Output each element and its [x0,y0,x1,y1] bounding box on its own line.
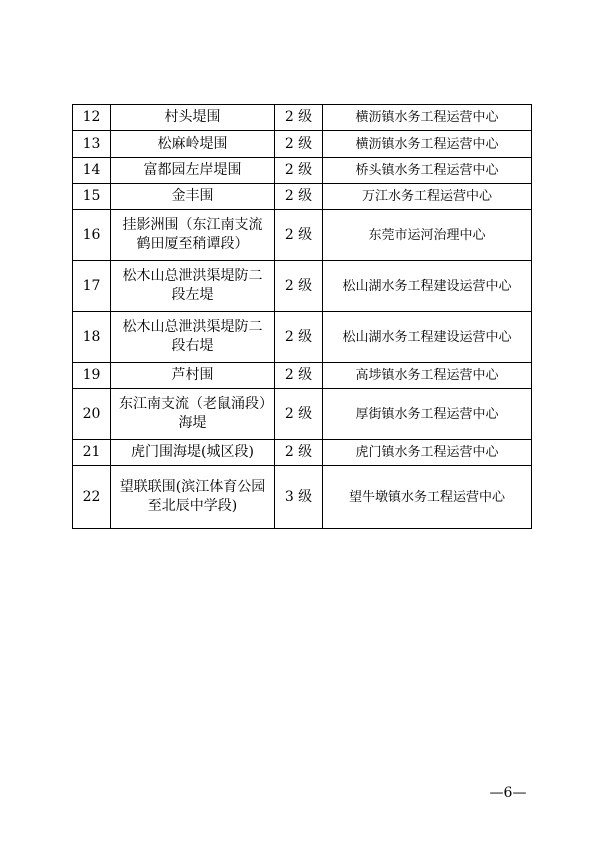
embankment-name: 松木山总泄洪渠堤防二段左堤 [111,261,275,312]
embankment-name: 松木山总泄洪渠堤防二段右堤 [111,312,275,363]
management-unit: 桥头镇水务工程运营中心 [323,158,532,184]
row-number: 19 [73,363,111,389]
table-row [73,261,532,312]
page-number: —6— [489,785,527,801]
embankment-name: 金丰围 [111,184,275,210]
embankment-level: 3 级 [275,466,323,529]
management-unit: 望牛墩镇水务工程运营中心 [323,466,532,529]
management-unit: 横沥镇水务工程运营中心 [323,105,532,131]
management-unit: 虎门镇水务工程运营中心 [323,440,532,466]
embankment-name: 虎门围海堤(城区段) [111,440,275,466]
embankment-level: 2 级 [275,363,323,389]
embankment-level: 2 级 [275,389,323,440]
embankment-name: 芦村围 [111,363,275,389]
embankment-level: 2 级 [275,261,323,312]
table-row [73,184,532,210]
embankment-name: 望联联围(滨江体育公园至北辰中学段) [111,466,275,529]
row-number: 14 [73,158,111,184]
table-row [73,466,532,529]
embankment-level: 2 级 [275,158,323,184]
embankment-level: 2 级 [275,312,323,363]
row-number: 18 [73,312,111,363]
management-unit: 松山湖水务工程建设运营中心 [323,261,532,312]
row-number: 17 [73,261,111,312]
management-unit: 高埗镇水务工程运营中心 [323,363,532,389]
management-unit: 厚街镇水务工程运营中心 [323,389,532,440]
row-number: 22 [73,466,111,529]
table-row [73,158,532,184]
table-row [73,210,532,261]
table-row [73,440,532,466]
management-unit: 松山湖水务工程建设运营中心 [323,312,532,363]
table-row [73,363,532,389]
embankment-level: 2 级 [275,440,323,466]
row-number: 20 [73,389,111,440]
embankment-level: 2 级 [275,105,323,131]
management-unit: 东莞市运河治理中心 [323,210,532,261]
embankment-level: 2 级 [275,131,323,158]
embankment-name: 富都园左岸堤围 [111,158,275,184]
row-number: 21 [73,440,111,466]
table-row [73,389,532,440]
management-unit: 横沥镇水务工程运营中心 [323,131,532,158]
embankment-name: 东江南支流（老鼠涌段）海堤 [111,389,275,440]
embankment-level: 2 级 [275,184,323,210]
table-row [73,131,532,158]
embankment-name: 村头堤围 [111,105,275,131]
table-row [73,312,532,363]
row-number: 13 [73,131,111,158]
embankment-name: 挂影洲围（东江南支流鹤田厦至稍谭段） [111,210,275,261]
embankment-name: 松麻岭堤围 [111,131,275,158]
row-number: 16 [73,210,111,261]
embankment-table [72,104,532,529]
table-body [73,105,532,529]
row-number: 12 [73,105,111,131]
embankment-level: 2 级 [275,210,323,261]
management-unit: 万江水务工程运营中心 [323,184,532,210]
row-number: 15 [73,184,111,210]
table-row [73,105,532,131]
